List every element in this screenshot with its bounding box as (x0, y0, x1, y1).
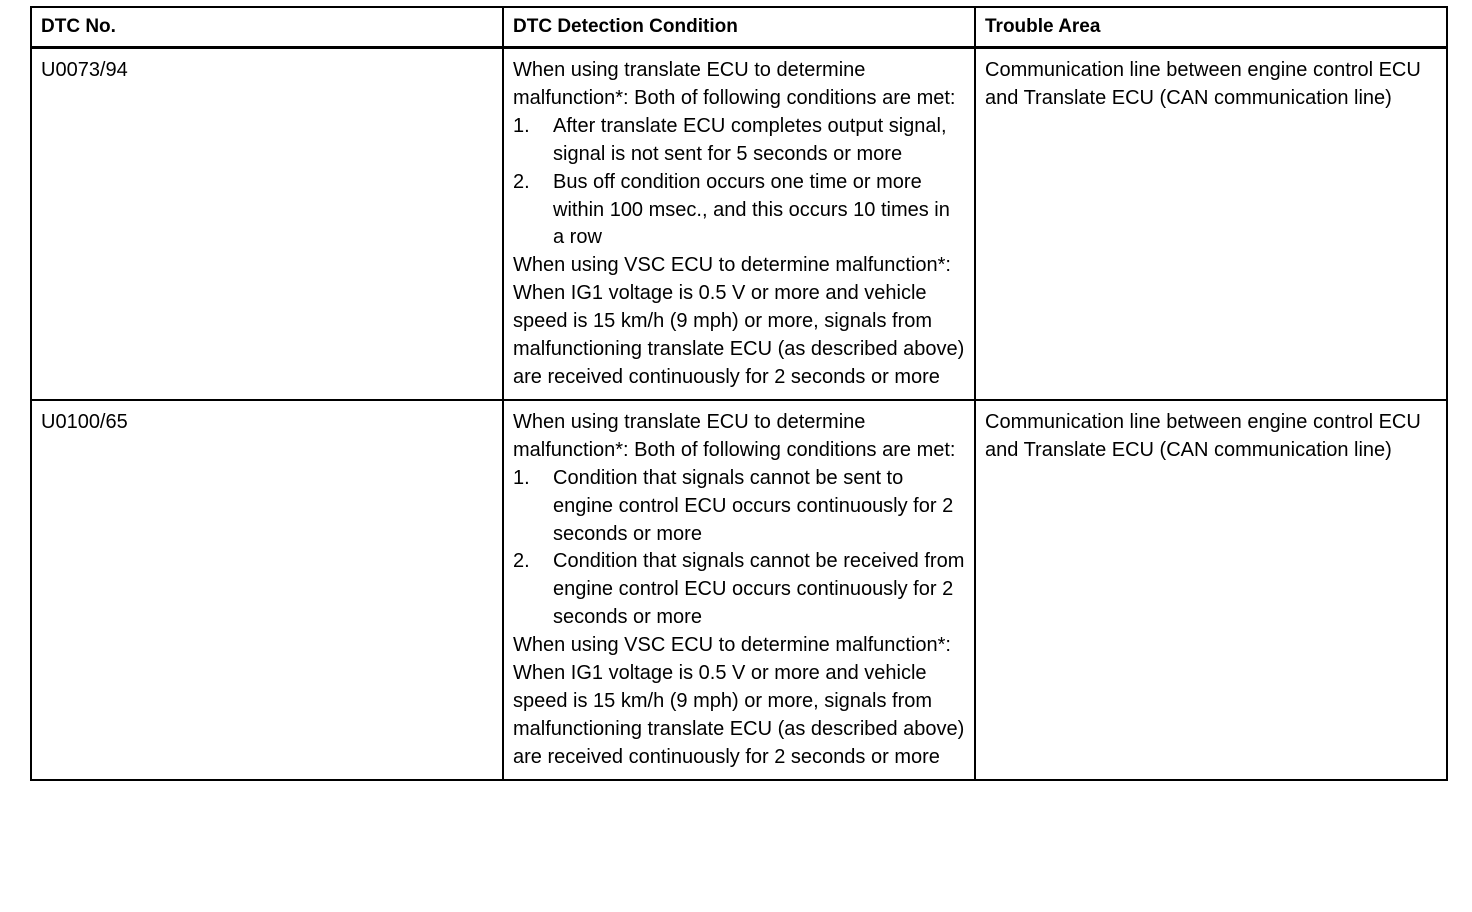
list-item-text: Condition that signals cannot be received from engine control ECU occurs continuously for 2 seconds or more (553, 550, 965, 629)
list-item-number: 1. (513, 114, 530, 137)
list-item (513, 113, 965, 169)
list-item-number: 2. (513, 550, 530, 573)
header-dtc-no: DTC No. (31, 7, 503, 48)
condition-list (513, 465, 965, 632)
condition-intro: When using translate ECU to determine malfunction*: Both of following conditions are met: (513, 410, 956, 461)
dtc-number-cell: U0073/94 (31, 48, 503, 400)
detection-condition-cell (503, 400, 975, 780)
list-item (513, 465, 965, 549)
condition-intro: When using translate ECU to determine malfunction*: Both of following conditions are met: (513, 59, 956, 109)
header-trouble-area: Trouble Area (975, 7, 1447, 48)
trouble-area-cell: Communication line between engine control ECU and Translate ECU (CAN communication line) (975, 400, 1447, 780)
header-row (31, 7, 1447, 48)
list-item-number: 1. (513, 466, 530, 489)
table-row (31, 400, 1447, 780)
dtc-table (30, 6, 1448, 781)
list-item-text: Condition that signals cannot be sent to engine control ECU occurs continuously for 2 seconds or more (553, 466, 954, 545)
dtc-number-cell: U0100/65 (31, 400, 503, 780)
trouble-area-cell: Communication line between engine control ECU and Translate ECU (CAN communication line) (975, 48, 1447, 400)
header-detection-condition: DTC Detection Condition (503, 7, 975, 48)
condition-outro: When using VSC ECU to determine malfunction*: When IG1 voltage is 0.5 V or more and vehicle speed is 15 km/h (9 mph) or more, signals from malfunctioning translate ECU (as described above) are received continuously for 2 seconds or more (513, 634, 965, 768)
list-item (513, 169, 965, 253)
list-item-number: 2. (513, 170, 530, 193)
list-item (513, 548, 965, 632)
table-row (31, 48, 1447, 400)
condition-outro: When using VSC ECU to determine malfunction*: When IG1 voltage is 0.5 V or more and vehicle speed is 15 km/h (9 mph) or more, signals from malfunctioning translate ECU (as described above) are received continuously for 2 seconds or more (513, 254, 965, 388)
condition-list (513, 113, 965, 253)
list-item-text: After translate ECU completes output signal, signal is not sent for 5 seconds or more (553, 114, 947, 165)
list-item-text: Bus off condition occurs one time or more within 100 msec., and this occurs 10 times in a row (553, 170, 950, 249)
detection-condition-cell (503, 48, 975, 400)
